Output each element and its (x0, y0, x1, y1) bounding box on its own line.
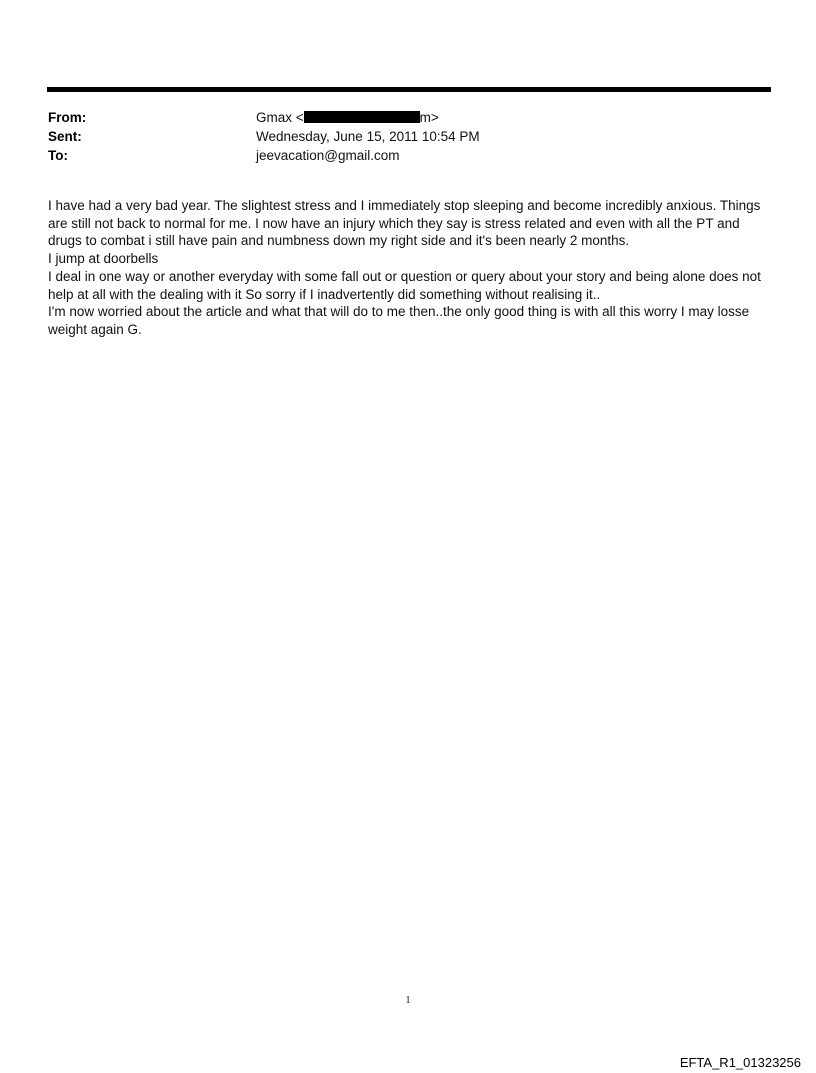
sent-label: Sent: (48, 129, 82, 144)
from-value-prefix: Gmax < (256, 110, 304, 125)
header-rule (47, 87, 771, 92)
body-paragraph: I deal in one way or another everyday with some fall out or question or query about your story and being alone does not help at all with the dealing with it So sorry if I inadvertently did something without realising it.. (48, 268, 761, 302)
body-paragraph: I have had a very bad year. The slightest stress and I immediately stop sleeping and become incredibly anxious. Things are still not back to normal for me. I now have an injury which they say is stress related and even with all the PT and drugs to combat i still have pain and numbness down my right side and it's been nearly 2 months. (48, 198, 761, 249)
page-number: 1 (405, 994, 411, 1006)
from-row (48, 108, 768, 127)
body-paragraph: I'm now worried about the article and what that will do to me then..the only good thing is with all this worry I may losse weight again G. (48, 304, 750, 337)
sent-row (48, 127, 768, 146)
redaction-box (304, 111, 420, 123)
to-value: jeevacation@gmail.com (256, 148, 400, 163)
sent-value: Wednesday, June 15, 2011 10:54 PM (256, 129, 480, 144)
from-label: From: (48, 110, 87, 125)
to-row (48, 146, 768, 165)
from-value (256, 108, 439, 127)
from-value-suffix: m> (419, 110, 439, 125)
email-header (48, 108, 768, 165)
to-label: To: (48, 148, 68, 163)
body-paragraph: I jump at doorbells (48, 251, 159, 267)
document-id: EFTA_R1_01323256 (679, 1055, 801, 1070)
email-body (48, 197, 770, 339)
